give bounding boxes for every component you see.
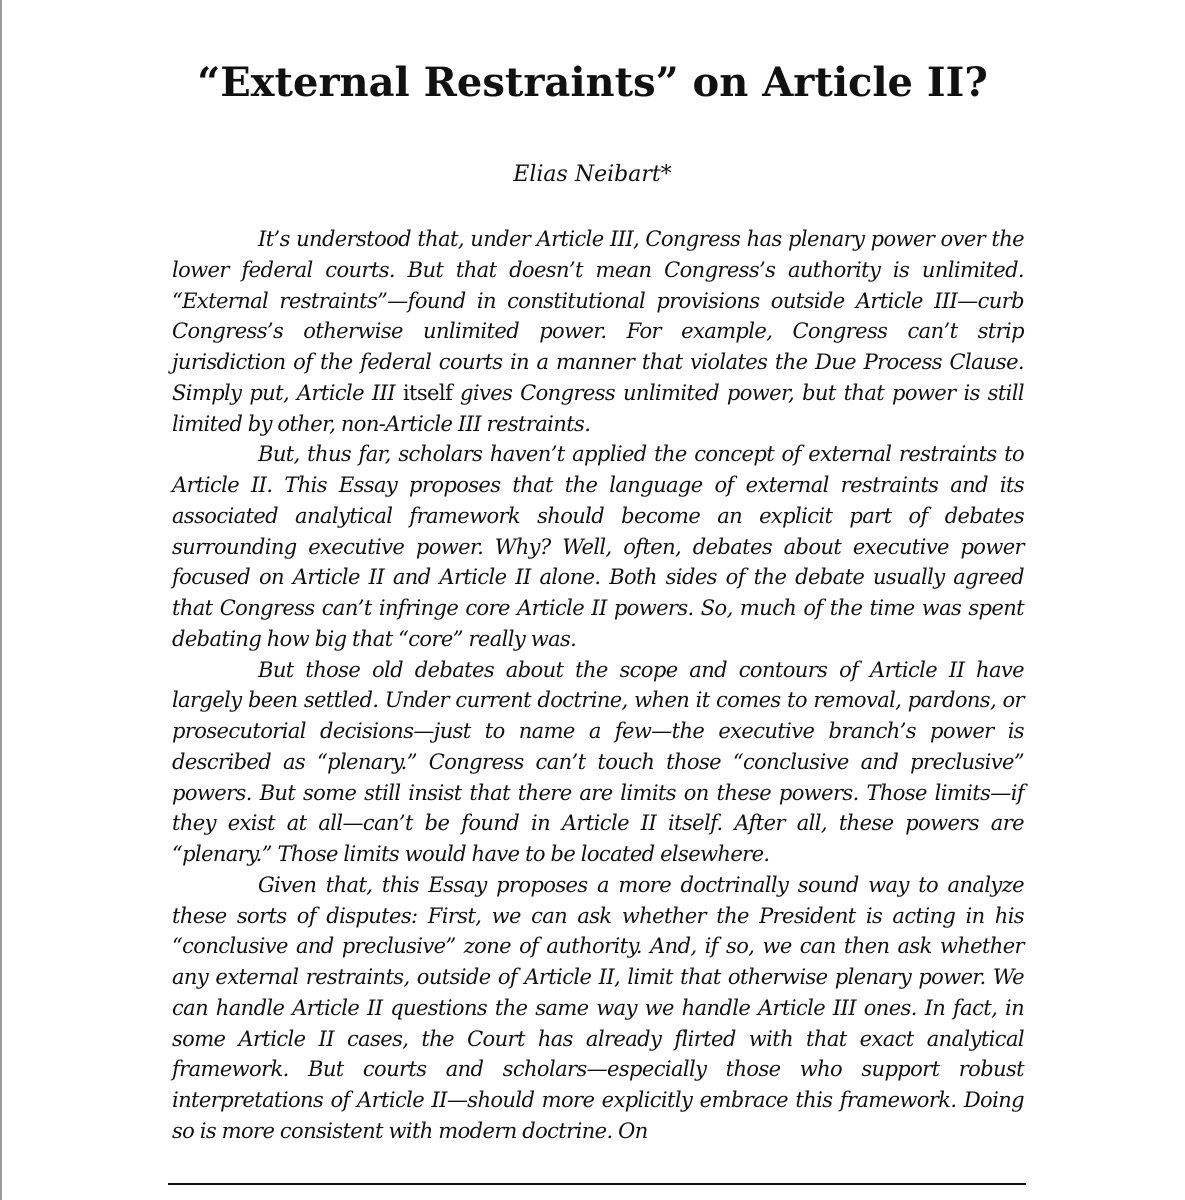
paragraph-text: gives Congress unlimited power, but that power is still limited by other, non-Article III restraints. <box>172 380 1025 436</box>
paragraph-text: It’s understood that, under Article III, Congress has plenary power over the lower federal courts. But that doesn’t mean Congress’s authority is unlimited. “External restraints”—found in constitutional provisions outside Article III—curb Congress’s otherwise unlimited power. For example, Congress can’t strip jurisdiction of the federal courts in a manner that violates the Due Process Clause. Simply put, Article III <box>172 227 1024 405</box>
article-title: “External Restraints” on Article II? <box>197 59 988 106</box>
author-byline: Elias Neibart* <box>513 162 672 187</box>
article-body <box>172 224 1024 1147</box>
emphasized-word: itself <box>402 380 453 405</box>
body-paragraph-1 <box>172 224 1024 439</box>
body-paragraph-4: Given that, this Essay proposes a more doctrinally sound way to analyze these sorts of disputes: First, we can ask whether the President is acting in his “conclusive and preclusive” zone of authority. And, if so, we can then ask whether any external restraints, outside of Article II, limit that otherwise plenary power. We can handle Article II questions the same way we handle Article III ones. In fact, in some Article II cases, the Court has already flirted with that exact analytical framework. But courts and scholars—especially those who support robust interpretations of Article II—should more explicitly embrace this framework. Doing so is more consistent with modern doctrine. On <box>172 872 1024 1143</box>
body-paragraph-3: But those old debates about the scope and contours of Article II have largely been settled. Under current doctrine, when it comes to removal, pardons, or prosecutorial decisions—just to name a few—the executive branch’s power is described as “plenary.” Congress can’t touch those “conclusive and preclusive” powers. But some still insist that there are limits on these powers. Those limits—if they exist at all—can’t be found in Article II itself. After all, these powers are “plenary.” Those limits would have to be located elsewhere. <box>172 657 1024 866</box>
body-paragraph-2: But, thus far, scholars haven’t applied the concept of external restraints to Article II. This Essay proposes that the language of external restraints and its associated analytical framework should become an explicit part of debates surrounding executive power. Why? Well, often, debates about executive power focused on Article II and Article II alone. Both sides of the debate usually agreed that Congress can’t infringe core Article II powers. So, much of the time was spent debating how big that “core” really was. <box>172 442 1024 651</box>
footnote-separator-rule <box>168 1183 1026 1185</box>
